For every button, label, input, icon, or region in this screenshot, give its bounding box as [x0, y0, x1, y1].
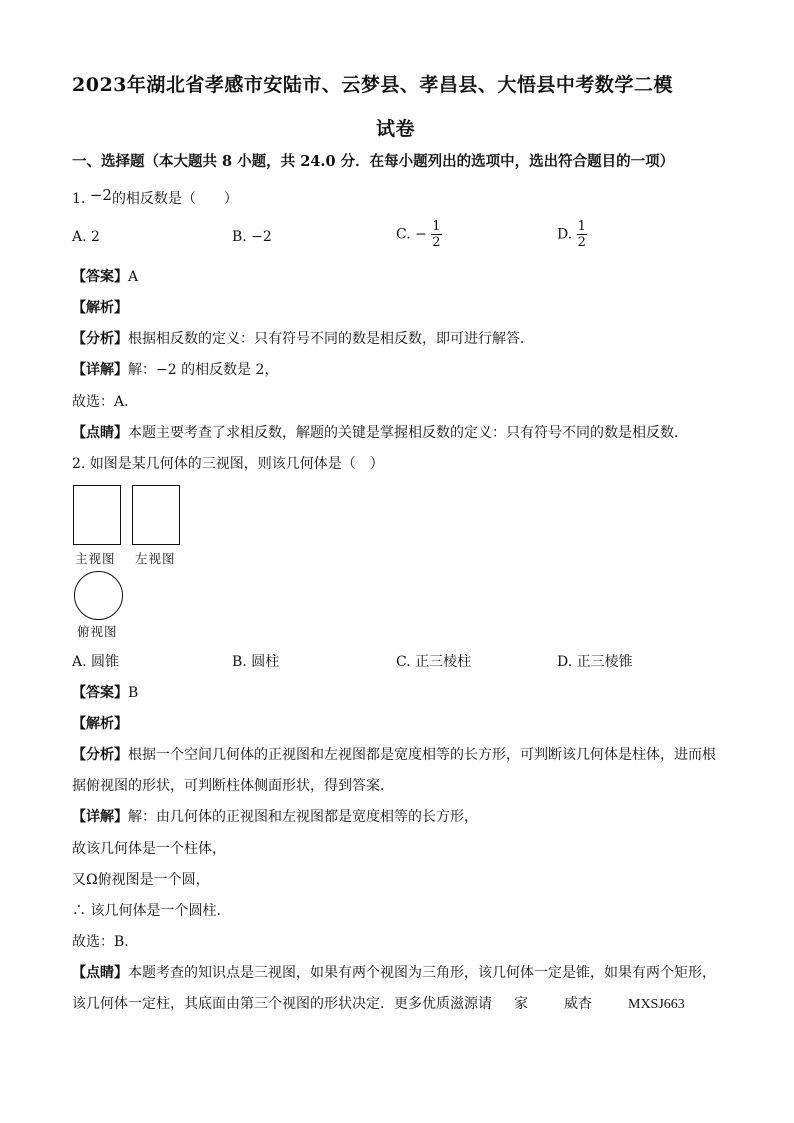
q1-xiangjie-text: 解：−2 的相反数是 2， — [128, 362, 279, 378]
left-view-rectangle — [132, 485, 180, 545]
q2-fenxi-continued: 据俯视图的形状，可判断柱体侧面形状，得到答案． — [72, 778, 394, 794]
q2-step-a: 故该几何体是一个柱体， — [72, 841, 226, 857]
q1-answer-tag: 【答案】 — [72, 269, 128, 285]
q1-option-c-denominator: 2 — [432, 235, 441, 250]
q1-xiangjie-tag: 【详解】 — [72, 362, 128, 378]
page-title-continued: 试卷 — [376, 118, 416, 140]
q1-option-d-prefix: D. — [557, 226, 573, 243]
q1-stem-text: 的相反数是（ ） — [111, 191, 238, 207]
q2-xiangjie-tag: 【详解】 — [72, 809, 128, 825]
q1-option-b: B. −2 — [232, 229, 272, 245]
q1-option-c-numerator: 1 — [432, 219, 441, 234]
q1-option-c — [396, 219, 442, 250]
q1-choice: 故选：A． — [72, 394, 139, 410]
q2-answer-tag: 【答案】 — [72, 685, 128, 701]
q1-dianjing — [72, 422, 688, 442]
watermark-code: MXSJ663 — [628, 997, 685, 1012]
q2-dianjing-continued — [72, 993, 685, 1013]
q1-answer — [72, 266, 138, 286]
q2-xiangjie — [72, 806, 478, 826]
top-view-circle — [74, 571, 123, 620]
q2-stem: 2. 如图是某几何体的三视图，则该几何体是（ ） — [72, 456, 384, 472]
q2-option-b: B. 圆柱 — [232, 654, 280, 670]
q2-choice: 故选：B． — [72, 934, 139, 950]
q1-option-c-fraction — [431, 219, 441, 250]
q2-dianjing — [72, 962, 716, 982]
q2-fenxi-text: 根据一个空间几何体的正视图和左视图都是宽度相等的长方形，可判断该几何体是柱体，进而根 — [128, 747, 716, 763]
q1-xiangjie — [72, 359, 278, 379]
q1-expression: −2 — [89, 186, 112, 204]
q2-step-c: ∴ 该几何体是一个圆柱． — [72, 903, 231, 919]
front-view-label: 主视图 — [75, 551, 116, 566]
q1-option-d — [557, 219, 587, 250]
watermark-fragment-a: 家 — [514, 996, 528, 1012]
q2-answer-value: B — [128, 685, 139, 701]
q2-option-d: D. 正三棱锥 — [557, 654, 633, 670]
q1-fenxi-text: 根据相反数的定义：只有符号不同的数是相反数，即可进行解答． — [128, 331, 534, 347]
q2-option-a: A. 圆锥 — [72, 654, 120, 670]
q1-fenxi — [72, 328, 534, 348]
q2-answer — [72, 682, 138, 702]
page-title: 2023年湖北省孝感市安陆市、云梦县、孝昌县、大悟县中考数学二模 — [72, 74, 673, 96]
q1-analysis-tag: 【解析】 — [72, 300, 128, 316]
q1-dianjing-tag: 【点睛】 — [72, 425, 128, 441]
q1-stem — [72, 188, 238, 208]
q1-option-a: A. 2 — [72, 229, 100, 245]
q2-dianjing-tag: 【点睛】 — [72, 965, 128, 981]
q2-xiangjie-text: 解：由几何体的正视图和左视图都是宽度相等的长方形， — [128, 809, 478, 825]
q1-number: 1. — [72, 191, 86, 207]
q1-answer-value: A — [128, 269, 139, 285]
q2-option-c: C. 正三棱柱 — [396, 654, 472, 670]
q2-step-b: 又Ω俯视图是一个圆， — [72, 872, 210, 888]
q2-dianjing-text-2: 该几何体一定柱，其底面由第三个视图的形状决定．更多优质滋源请 — [72, 996, 492, 1012]
q1-dianjing-text: 本题主要考查了求相反数，解题的关键是掌握相反数的定义：只有符号不同的数是相反数． — [128, 425, 688, 441]
q1-option-d-denominator: 2 — [577, 235, 586, 250]
q1-option-d-fraction — [577, 219, 587, 250]
left-view-label: 左视图 — [135, 551, 176, 566]
q1-fenxi-tag: 【分析】 — [72, 331, 128, 347]
q2-analysis-tag: 【解析】 — [72, 716, 128, 732]
section-header: 一、选择题（本大题共 8 小题，共 24.0 分．在每小题列出的选项中，选出符合题目的一项） — [72, 153, 675, 170]
q2-fenxi — [72, 744, 716, 764]
q1-option-d-numerator: 1 — [577, 219, 586, 234]
q2-dianjing-text: 本题考查的知识点是三视图，如果有两个视图为三角形，该几何体一定是锥，如果有两个矩形， — [128, 965, 716, 981]
front-view-rectangle — [73, 485, 121, 545]
watermark-fragment-b: 威杏 — [564, 996, 592, 1012]
q1-option-c-prefix: C. − — [396, 226, 427, 243]
q2-fenxi-tag: 【分析】 — [72, 747, 128, 763]
top-view-label: 俯视图 — [77, 624, 118, 639]
